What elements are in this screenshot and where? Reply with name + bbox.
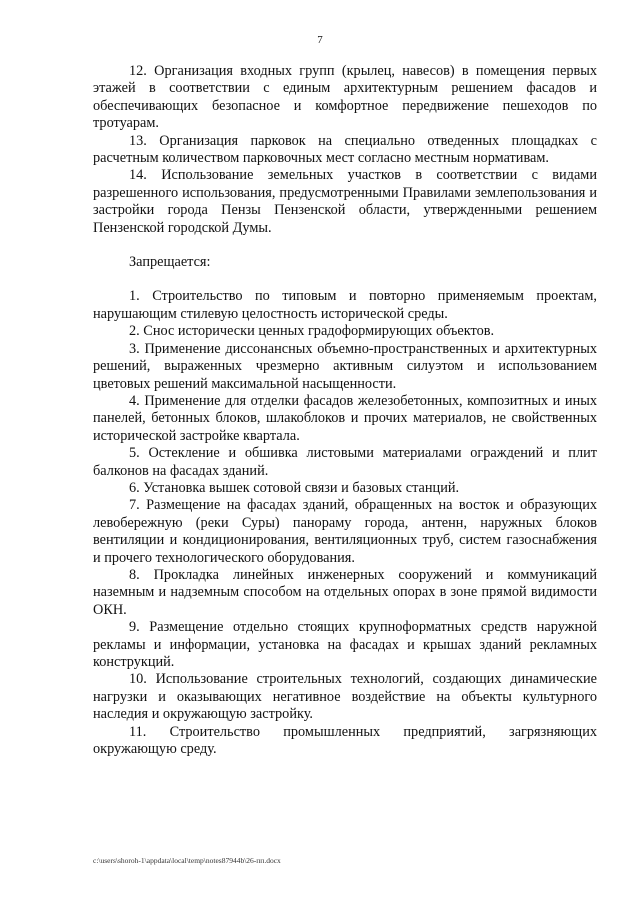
prohibition-item-4: 4. Применение для отделки фасадов железобетонных, композитных и иных панелей, бетонных блоков, шлакоблоков и прочих материалов, не свойственных исторической застройке квартала. bbox=[93, 392, 597, 444]
paragraph-item-12: 12. Организация входных групп (крылец, навесов) в помещения первых этажей в соответствии с единым архитектурным решением фасадов и обеспечивающих безопасное и комфортное передвижение пешеходов по тротуарам. bbox=[93, 63, 597, 132]
prohibition-item-1: 1. Строительство по типовым и повторно применяемым проектам, нарушающим стилевую целостность исторической среды. bbox=[93, 288, 597, 322]
footer-file-path: c:\users\shoroh-1\appdata\local\temp\notes87944b\26-пп.docx bbox=[93, 856, 281, 865]
paragraph-item-13: 13. Организация парковок на специально отведенных площадках с расчетным количеством парковочных мест согласно местным нормативам. bbox=[93, 132, 597, 167]
document-body bbox=[93, 63, 597, 758]
prohibition-item-3: 3. Применение диссонансных объемно-пространственных и архитектурных решений, выраженных чрезмерно активным силуэтом и использованием цветовых решений максимальной насыщенности. bbox=[93, 340, 597, 392]
prohibition-item-7: 7. Размещение на фасадах зданий, обращенных на восток и образующих левобережную (реки Суры) панораму города, антенн, наружных блоков вентиляции и кондиционирования, вентиляционных труб, систем газоснабжения и прочего технологического оборудования. bbox=[93, 497, 597, 566]
prohibition-item-11: 11. Строительство промышленных предприятий, загрязняющих окружающую среду. bbox=[93, 723, 597, 758]
prohibition-item-2: 2. Снос исторически ценных градоформирующих объектов. bbox=[129, 323, 495, 340]
section-heading-prohibited: Запрещается: bbox=[129, 254, 211, 271]
prohibition-item-9: 9. Размещение отдельно стоящих крупноформатных средств наружной рекламы и информации, установка на фасадах и крышах зданий рекламных конструкций. bbox=[93, 619, 597, 670]
page-number: 7 bbox=[317, 34, 323, 46]
paragraph-item-14: 14. Использование земельных участков в соответствии с видами разрешенного использования, предусмотренными Правилами землепользования и застройки города Пензы Пензенской области, утвержденными решением Пензенской городской Думы. bbox=[93, 167, 597, 236]
prohibition-item-10: 10. Использование строительных технологий, создающих динамические нагрузки и оказывающих негативное воздействие на объекты культурного наследия и окружающую застройку. bbox=[93, 671, 597, 723]
prohibition-item-8: 8. Прокладка линейных инженерных сооружений и коммуникаций наземным и надземным способом на отдельных опорах в зоне прямой видимости ОКН. bbox=[93, 566, 597, 618]
prohibition-item-6: 6. Установка вышек сотовой связи и базовых станций. bbox=[129, 479, 460, 496]
prohibition-item-5: 5. Остекление и обшивка листовыми материалами ограждений и плит балконов на фасадах зданий. bbox=[93, 445, 597, 479]
